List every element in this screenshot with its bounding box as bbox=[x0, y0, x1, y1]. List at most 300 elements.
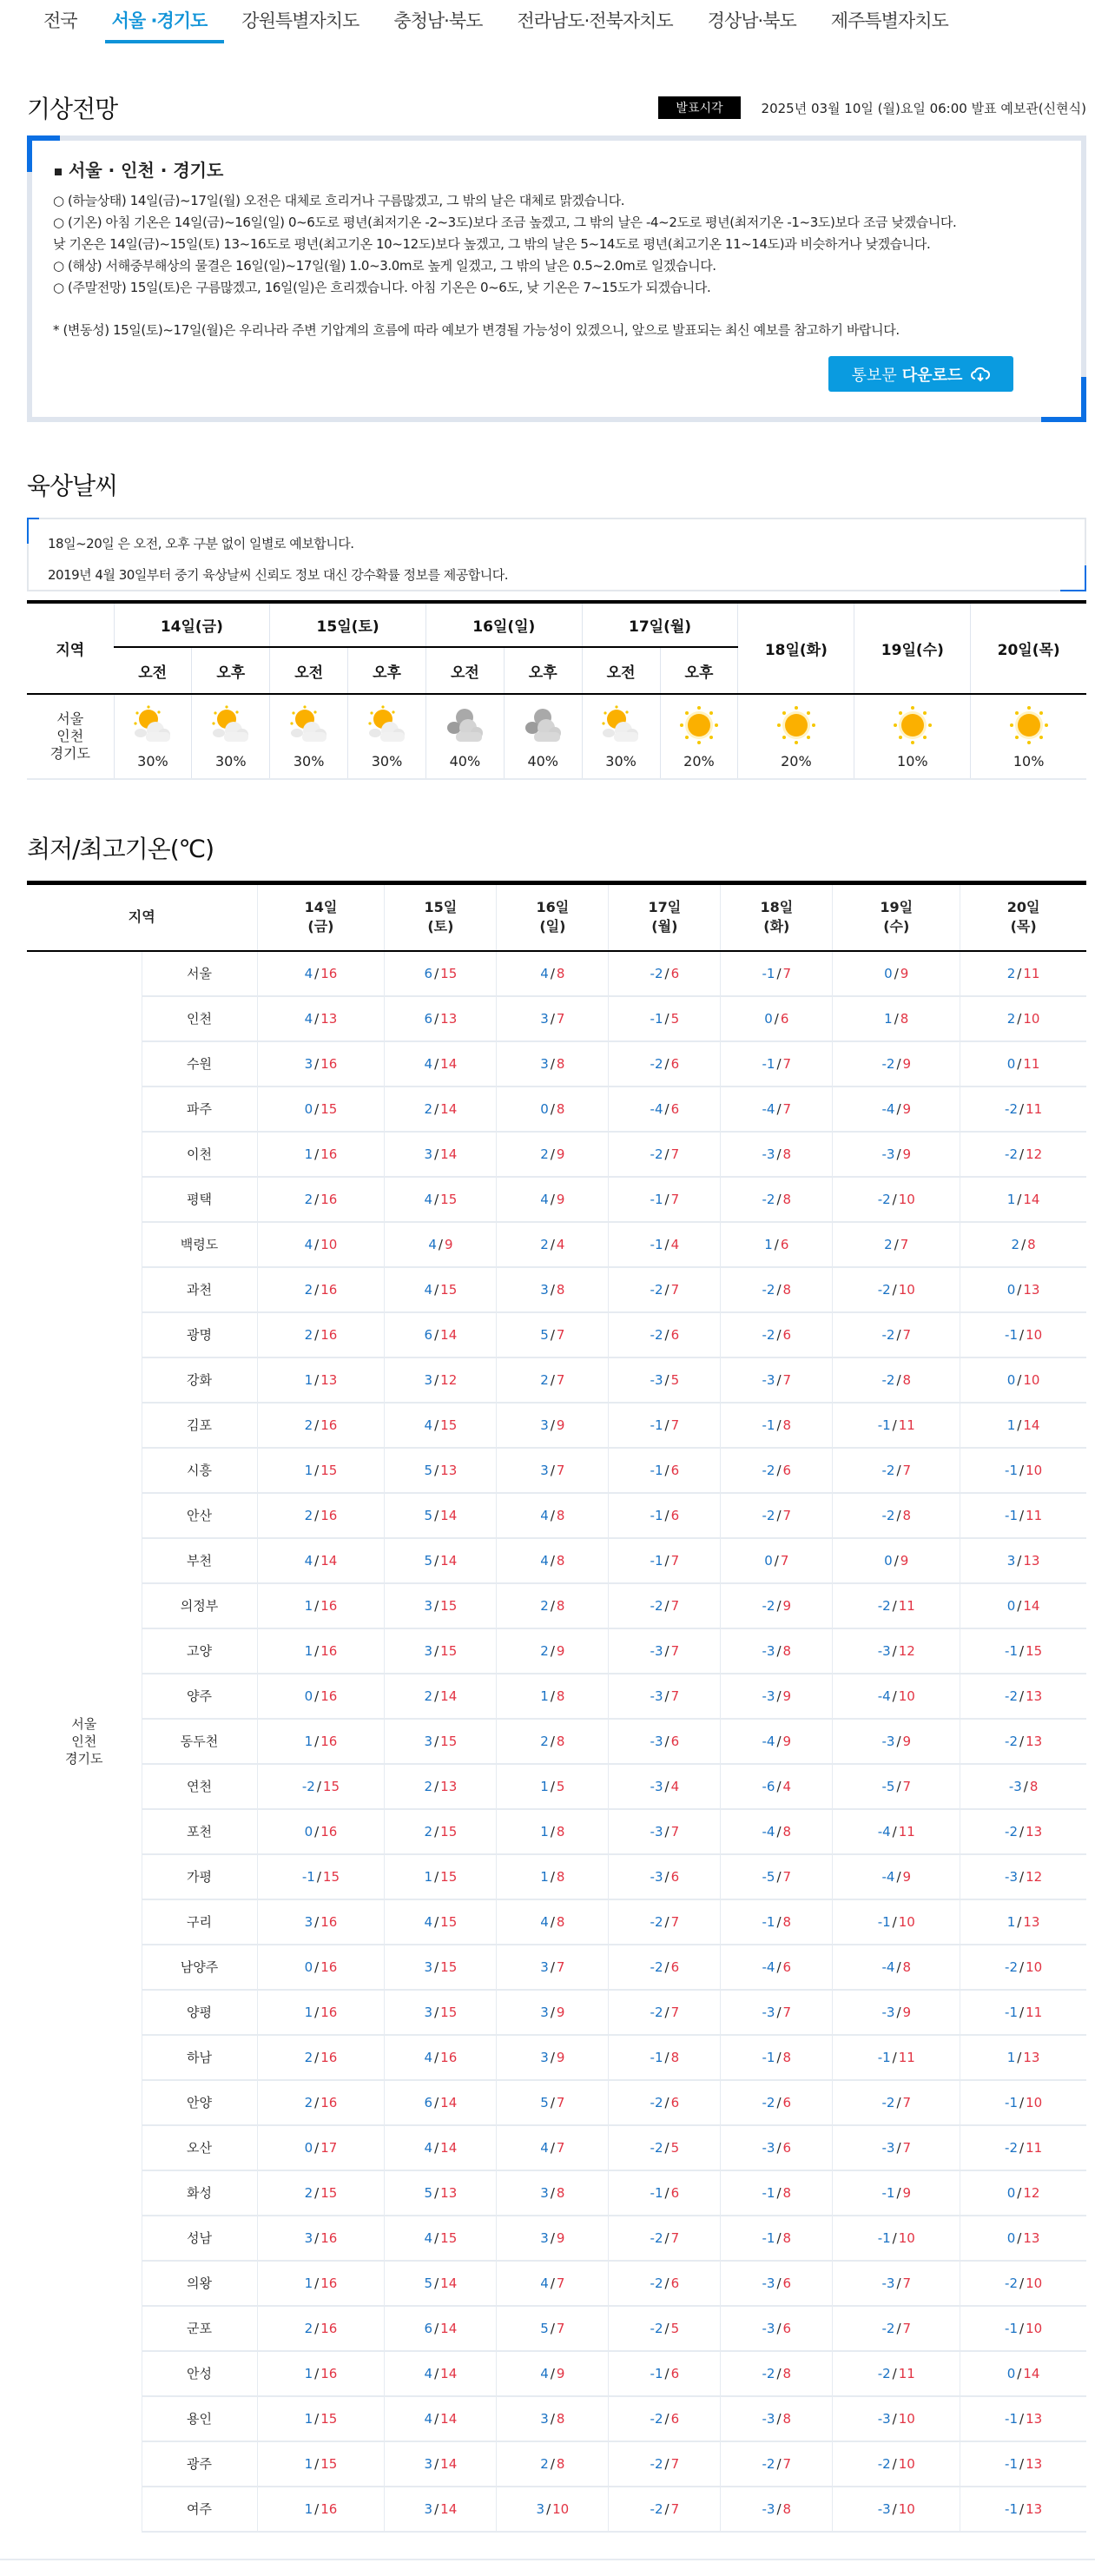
table-row bbox=[27, 1538, 1086, 1583]
temp-cell bbox=[497, 1854, 609, 1899]
temp-cell bbox=[721, 1177, 833, 1222]
tab-region[interactable]: 충청남·북도 bbox=[393, 10, 483, 31]
temp-cell bbox=[385, 1854, 497, 1899]
slash: / bbox=[434, 2094, 439, 2110]
min-temp: 2 bbox=[304, 1191, 313, 1207]
temp-cell bbox=[257, 1041, 385, 1087]
weather-cell bbox=[192, 694, 270, 779]
temp-cell bbox=[385, 1583, 497, 1628]
max-temp: 11 bbox=[1026, 1100, 1043, 1117]
slash: / bbox=[434, 1371, 439, 1388]
min-temp: -2 bbox=[881, 1055, 895, 1072]
slash: / bbox=[664, 1462, 670, 1478]
max-temp: 6 bbox=[670, 1868, 680, 1885]
temp-cell bbox=[609, 1222, 721, 1267]
temp-cell bbox=[721, 1719, 833, 1764]
min-temp: 2 bbox=[304, 1326, 313, 1343]
max-temp: 16 bbox=[320, 1958, 338, 1975]
max-temp: 6 bbox=[782, 1326, 792, 1343]
max-temp: 6 bbox=[782, 2275, 792, 2291]
max-temp: 16 bbox=[320, 1642, 338, 1659]
max-temp: 15 bbox=[440, 1281, 458, 1298]
min-temp: -1 bbox=[650, 1191, 663, 1207]
max-temp: 16 bbox=[320, 2275, 338, 2291]
temp-cell bbox=[257, 2170, 385, 2216]
region-line: 서울 bbox=[56, 710, 84, 727]
min-temp: 3 bbox=[304, 1055, 313, 1072]
tab-region[interactable]: 경상남·북도 bbox=[707, 10, 796, 31]
max-temp: 8 bbox=[556, 1100, 565, 1117]
max-temp: 5 bbox=[670, 1371, 680, 1388]
temp-cell bbox=[609, 1945, 721, 1990]
slash: / bbox=[664, 2004, 670, 2020]
slash: / bbox=[314, 1191, 320, 1207]
min-temp: 0 bbox=[884, 1552, 893, 1569]
partly-cloudy-icon bbox=[132, 733, 174, 750]
min-temp: -3 bbox=[650, 1371, 663, 1388]
slash: / bbox=[434, 2320, 439, 2336]
min-temp: 3 bbox=[424, 1958, 433, 1975]
slash: / bbox=[438, 1236, 443, 1252]
max-temp: 16 bbox=[320, 1055, 338, 1072]
temp-cell bbox=[257, 1222, 385, 1267]
slash: / bbox=[664, 2365, 670, 2381]
temp-cell bbox=[721, 951, 833, 996]
max-temp: 8 bbox=[556, 1733, 565, 1749]
max-temp: 16 bbox=[320, 2004, 338, 2020]
slash: / bbox=[664, 1552, 670, 1569]
min-temp: 3 bbox=[540, 1055, 549, 1072]
temp-cell bbox=[497, 1538, 609, 1583]
max-temp: 6 bbox=[670, 2094, 680, 2110]
region-cell bbox=[27, 694, 114, 779]
day-header bbox=[497, 883, 609, 951]
min-temp: -2 bbox=[762, 1281, 775, 1298]
temp-cell bbox=[609, 1990, 721, 2035]
max-temp: 16 bbox=[320, 1597, 338, 1614]
tab-region[interactable]: 제주특별자치도 bbox=[830, 10, 948, 31]
max-temp: 9 bbox=[556, 2049, 565, 2065]
min-temp: -4 bbox=[881, 1958, 895, 1975]
forecast-title: 기상전망 bbox=[27, 95, 118, 123]
slash: / bbox=[550, 965, 555, 981]
slash: / bbox=[314, 1913, 320, 1930]
temp-cell bbox=[497, 1267, 609, 1312]
min-temp: -4 bbox=[762, 1823, 775, 1840]
max-temp: 10 bbox=[1026, 1326, 1043, 1343]
slash: / bbox=[776, 1326, 782, 1343]
city-name: 인천 bbox=[142, 996, 257, 1041]
min-temp: -3 bbox=[762, 2500, 775, 2517]
day-header: 17일(월) bbox=[582, 602, 738, 647]
slash: / bbox=[892, 1642, 897, 1659]
slash: / bbox=[776, 1371, 782, 1388]
temp-cell bbox=[385, 2351, 497, 2396]
table-row bbox=[27, 996, 1086, 1041]
table-row bbox=[27, 2080, 1086, 2125]
temp-cell bbox=[960, 1132, 1086, 1177]
min-temp: -5 bbox=[881, 1778, 895, 1794]
temp-cell bbox=[833, 1267, 960, 1312]
table-row bbox=[27, 1899, 1086, 1945]
min-temp: -2 bbox=[762, 1326, 775, 1343]
slash: / bbox=[776, 2139, 782, 2156]
city-name: 김포 bbox=[142, 1403, 257, 1448]
min-temp: -2 bbox=[1005, 2275, 1019, 2291]
slash: / bbox=[896, 2139, 901, 2156]
max-temp: 15 bbox=[440, 1191, 458, 1207]
slash: / bbox=[550, 1823, 555, 1840]
slash: / bbox=[550, 2365, 555, 2381]
day-header bbox=[257, 883, 385, 951]
slash: / bbox=[664, 2094, 670, 2110]
temp-cell bbox=[833, 1674, 960, 1719]
min-temp: 2 bbox=[1006, 965, 1016, 981]
min-temp: -1 bbox=[301, 1868, 315, 1885]
max-temp: 14 bbox=[440, 2275, 458, 2291]
slash: / bbox=[776, 1146, 782, 1162]
temp-cell bbox=[721, 2035, 833, 2080]
temp-cell bbox=[257, 1899, 385, 1945]
temp-cell bbox=[385, 1087, 497, 1132]
slash: / bbox=[550, 1642, 555, 1659]
max-temp: 14 bbox=[440, 2139, 458, 2156]
min-temp: -4 bbox=[881, 1868, 895, 1885]
slash: / bbox=[550, 1055, 555, 1072]
min-temp: 4 bbox=[424, 2049, 433, 2065]
min-temp: 0 bbox=[1006, 1055, 1016, 1072]
max-temp: 6 bbox=[670, 1055, 680, 1072]
partly-cloudy-icon bbox=[366, 733, 408, 750]
min-temp: 0 bbox=[304, 2139, 313, 2156]
precip-probability: 10% bbox=[1013, 752, 1045, 769]
region-line: 경기도 bbox=[49, 745, 90, 762]
slash: / bbox=[664, 1868, 670, 1885]
max-temp: 14 bbox=[440, 1100, 458, 1117]
slash: / bbox=[776, 1688, 782, 1704]
temp-cell bbox=[609, 2351, 721, 2396]
day-weekday: (월) bbox=[651, 918, 678, 935]
temp-cell bbox=[833, 1493, 960, 1538]
slash: / bbox=[1017, 1055, 1022, 1072]
temp-cell bbox=[833, 1990, 960, 2035]
temp-cell bbox=[257, 2487, 385, 2532]
temp-cell bbox=[721, 1132, 833, 1177]
min-temp: 1 bbox=[304, 1642, 313, 1659]
slash: / bbox=[776, 2229, 782, 2246]
max-temp: 5 bbox=[670, 2320, 680, 2336]
max-temp: 13 bbox=[440, 1778, 458, 1794]
min-temp: 1 bbox=[540, 1688, 549, 1704]
max-temp: 13 bbox=[440, 1010, 458, 1027]
slash: / bbox=[314, 1146, 320, 1162]
max-temp: 15 bbox=[440, 2229, 458, 2246]
min-temp: -2 bbox=[650, 1055, 663, 1072]
min-temp: -2 bbox=[650, 2410, 663, 2427]
max-temp: 14 bbox=[440, 2455, 458, 2472]
table-row bbox=[27, 2396, 1086, 2441]
tab-region[interactable]: 전라남도·전북자치도 bbox=[517, 10, 673, 31]
temp-cell bbox=[960, 1854, 1086, 1899]
max-temp: 15 bbox=[320, 2410, 338, 2427]
temp-cell bbox=[721, 2396, 833, 2441]
slash: / bbox=[896, 1733, 901, 1749]
min-temp: -3 bbox=[650, 1733, 663, 1749]
slash: / bbox=[550, 1146, 555, 1162]
temp-cell bbox=[257, 1854, 385, 1899]
temp-cell bbox=[609, 1403, 721, 1448]
max-temp: 15 bbox=[320, 2455, 338, 2472]
temp-cell bbox=[833, 1403, 960, 1448]
temp-cell bbox=[833, 1177, 960, 1222]
city-name: 성남 bbox=[142, 2216, 257, 2261]
min-temp: 2 bbox=[304, 2094, 313, 2110]
partly-cloudy-icon bbox=[288, 733, 330, 750]
temp-cell bbox=[960, 1538, 1086, 1583]
max-temp: 6 bbox=[782, 1462, 792, 1478]
min-temp: -3 bbox=[881, 2275, 895, 2291]
pm-header: 오후 bbox=[192, 647, 270, 694]
table-row bbox=[27, 2441, 1086, 2487]
slash: / bbox=[776, 2184, 782, 2201]
region-group-line: 경기도 bbox=[65, 1751, 103, 1767]
temp-cell bbox=[385, 2125, 497, 2170]
min-temp: -2 bbox=[762, 1191, 775, 1207]
slash: / bbox=[664, 2500, 670, 2517]
min-temp: 0 bbox=[1006, 2365, 1016, 2381]
slash: / bbox=[550, 2139, 555, 2156]
temp-cell bbox=[257, 996, 385, 1041]
temp-cell bbox=[833, 2396, 960, 2441]
table-row bbox=[27, 1267, 1086, 1312]
slash: / bbox=[664, 2229, 670, 2246]
min-temp: 1 bbox=[884, 1010, 893, 1027]
temp-cell bbox=[721, 1854, 833, 1899]
max-temp: 8 bbox=[782, 2229, 792, 2246]
min-temp: 3 bbox=[304, 2229, 313, 2246]
city-name: 남양주 bbox=[142, 1945, 257, 1990]
temp-cell bbox=[497, 2441, 609, 2487]
temp-cell bbox=[721, 1628, 833, 1674]
slash: / bbox=[550, 1913, 555, 1930]
slash: / bbox=[664, 1010, 670, 1027]
temp-cell bbox=[960, 1493, 1086, 1538]
max-temp: 11 bbox=[1026, 2139, 1043, 2156]
max-temp: 12 bbox=[440, 1371, 458, 1388]
slash: / bbox=[434, 2500, 439, 2517]
min-temp: 3 bbox=[540, 1958, 549, 1975]
temp-cell bbox=[833, 996, 960, 1041]
slash: / bbox=[892, 2229, 897, 2246]
min-temp: 5 bbox=[424, 1552, 433, 1569]
min-temp: 1 bbox=[424, 1868, 433, 1885]
min-temp: 4 bbox=[424, 1913, 433, 1930]
max-temp: 6 bbox=[670, 1507, 680, 1523]
min-temp: 6 bbox=[424, 1010, 433, 1027]
city-name: 구리 bbox=[142, 1899, 257, 1945]
min-temp: -2 bbox=[301, 1778, 315, 1794]
max-temp: 7 bbox=[782, 1371, 792, 1388]
max-temp: 10 bbox=[1026, 2320, 1043, 2336]
max-temp: 9 bbox=[556, 2004, 565, 2020]
slash: / bbox=[892, 1597, 897, 1614]
max-temp: 7 bbox=[556, 1010, 565, 1027]
temp-cell bbox=[609, 1764, 721, 1809]
max-temp: 9 bbox=[556, 2229, 565, 2246]
min-temp: -6 bbox=[762, 1778, 775, 1794]
slash: / bbox=[896, 1778, 901, 1794]
forecast-region bbox=[55, 156, 1064, 182]
max-temp: 7 bbox=[782, 2455, 792, 2472]
min-temp: 1 bbox=[764, 1236, 773, 1252]
min-temp: 3 bbox=[424, 1371, 433, 1388]
slash: / bbox=[314, 1326, 320, 1343]
min-temp: 0 bbox=[1006, 1281, 1016, 1298]
table-row bbox=[27, 2216, 1086, 2261]
slash: / bbox=[550, 1507, 555, 1523]
city-name: 여주 bbox=[142, 2487, 257, 2532]
temp-cell bbox=[385, 951, 497, 996]
temp-cell bbox=[257, 2396, 385, 2441]
temp-cell bbox=[257, 1990, 385, 2035]
min-temp: 1 bbox=[304, 2004, 313, 2020]
min-temp: -1 bbox=[877, 2049, 891, 2065]
slash: / bbox=[434, 1642, 439, 1659]
temp-cell bbox=[609, 951, 721, 996]
temp-cell bbox=[497, 1403, 609, 1448]
slash: / bbox=[1019, 1733, 1025, 1749]
tab-region[interactable]: 강원특별자치도 bbox=[241, 10, 360, 31]
slash: / bbox=[664, 1778, 670, 1794]
slash: / bbox=[550, 1552, 555, 1569]
temp-cell bbox=[960, 1990, 1086, 2035]
temp-cell bbox=[960, 1764, 1086, 1809]
temp-cell bbox=[257, 1764, 385, 1809]
min-temp: 1 bbox=[304, 2500, 313, 2517]
min-temp: -3 bbox=[877, 2410, 891, 2427]
table-row bbox=[27, 1719, 1086, 1764]
slash: / bbox=[664, 1146, 670, 1162]
slash: / bbox=[314, 1597, 320, 1614]
min-temp: 1 bbox=[304, 2410, 313, 2427]
max-temp: 10 bbox=[1026, 2094, 1043, 2110]
temp-cell bbox=[960, 1041, 1086, 1087]
tab-region[interactable]: 전국 bbox=[43, 10, 77, 31]
min-temp: 1 bbox=[1006, 1913, 1016, 1930]
max-temp: 14 bbox=[1023, 1417, 1040, 1433]
min-temp: 4 bbox=[424, 2365, 433, 2381]
temp-cell bbox=[497, 2351, 609, 2396]
max-temp: 14 bbox=[440, 2365, 458, 2381]
max-temp: 7 bbox=[902, 2139, 912, 2156]
min-temp: 3 bbox=[540, 2049, 549, 2065]
max-temp: 10 bbox=[898, 2455, 915, 2472]
temp-cell bbox=[721, 1403, 833, 1448]
day-date: 16일 bbox=[536, 899, 570, 916]
slash: / bbox=[1019, 1462, 1025, 1478]
slash: / bbox=[892, 2455, 897, 2472]
temp-cell bbox=[497, 1087, 609, 1132]
slash: / bbox=[896, 1326, 901, 1343]
slash: / bbox=[314, 2139, 320, 2156]
min-temp: 3 bbox=[424, 2500, 433, 2517]
temp-cell bbox=[833, 1899, 960, 1945]
table-row bbox=[27, 1312, 1086, 1357]
table-row bbox=[27, 2035, 1086, 2080]
max-temp: 15 bbox=[440, 965, 458, 981]
slash: / bbox=[1019, 1868, 1025, 1885]
temp-cell bbox=[609, 2441, 721, 2487]
city-name: 파주 bbox=[142, 1087, 257, 1132]
slash: / bbox=[1019, 1507, 1025, 1523]
max-temp: 7 bbox=[902, 1778, 912, 1794]
max-temp: 7 bbox=[900, 1236, 909, 1252]
max-temp: 12 bbox=[898, 1642, 915, 1659]
land-section bbox=[0, 467, 1095, 502]
max-temp: 16 bbox=[320, 2049, 338, 2065]
min-temp: -2 bbox=[650, 2500, 663, 2517]
precip-probability: 30% bbox=[215, 752, 247, 769]
table-row bbox=[27, 1674, 1086, 1719]
max-temp: 8 bbox=[556, 965, 565, 981]
min-temp: -1 bbox=[650, 2049, 663, 2065]
temp-cell bbox=[721, 1087, 833, 1132]
temp-cell bbox=[833, 1448, 960, 1493]
min-temp: -1 bbox=[650, 1462, 663, 1478]
land-note: 18일~20일 은 오전, 오후 구분 없이 일별로 예보합니다. bbox=[48, 536, 354, 552]
temp-cell bbox=[385, 1177, 497, 1222]
max-temp: 13 bbox=[1026, 2500, 1043, 2517]
min-temp: -2 bbox=[762, 1507, 775, 1523]
min-temp: -1 bbox=[650, 1552, 663, 1569]
forecast-header bbox=[0, 92, 1095, 123]
temp-cell bbox=[721, 2441, 833, 2487]
slash: / bbox=[664, 1642, 670, 1659]
min-temp: 3 bbox=[1006, 1552, 1016, 1569]
temp-cell bbox=[721, 1809, 833, 1854]
max-temp: 9 bbox=[902, 1733, 912, 1749]
min-temp: -2 bbox=[1005, 1823, 1019, 1840]
max-temp: 7 bbox=[902, 2275, 912, 2291]
min-temp: -2 bbox=[762, 1462, 775, 1478]
min-temp: -1 bbox=[877, 1417, 891, 1433]
download-bulletin-button[interactable] bbox=[828, 356, 1013, 392]
max-temp: 9 bbox=[444, 1236, 453, 1252]
slash: / bbox=[1017, 1010, 1022, 1027]
slash: / bbox=[314, 965, 320, 981]
max-temp: 16 bbox=[320, 1913, 338, 1930]
max-temp: 8 bbox=[556, 1552, 565, 1569]
max-temp: 14 bbox=[1023, 1597, 1040, 1614]
temp-cell bbox=[960, 951, 1086, 996]
temp-cell bbox=[833, 1132, 960, 1177]
region-header: 지역 bbox=[27, 602, 114, 694]
precip-probability: 30% bbox=[137, 752, 168, 769]
max-temp: 6 bbox=[670, 1326, 680, 1343]
slash: / bbox=[776, 1462, 782, 1478]
temp-cell bbox=[960, 2080, 1086, 2125]
temp-cell bbox=[833, 951, 960, 996]
min-temp: -4 bbox=[650, 1100, 663, 1117]
max-temp: 7 bbox=[902, 1462, 912, 1478]
slash: / bbox=[776, 1778, 782, 1794]
temp-cell bbox=[385, 2080, 497, 2125]
temp-cell bbox=[497, 1719, 609, 1764]
temp-cell bbox=[385, 2216, 497, 2261]
tab-region[interactable]: 서울 ·경기도 bbox=[95, 0, 225, 43]
max-temp: 9 bbox=[556, 1146, 565, 1162]
min-temp: 4 bbox=[540, 1507, 549, 1523]
